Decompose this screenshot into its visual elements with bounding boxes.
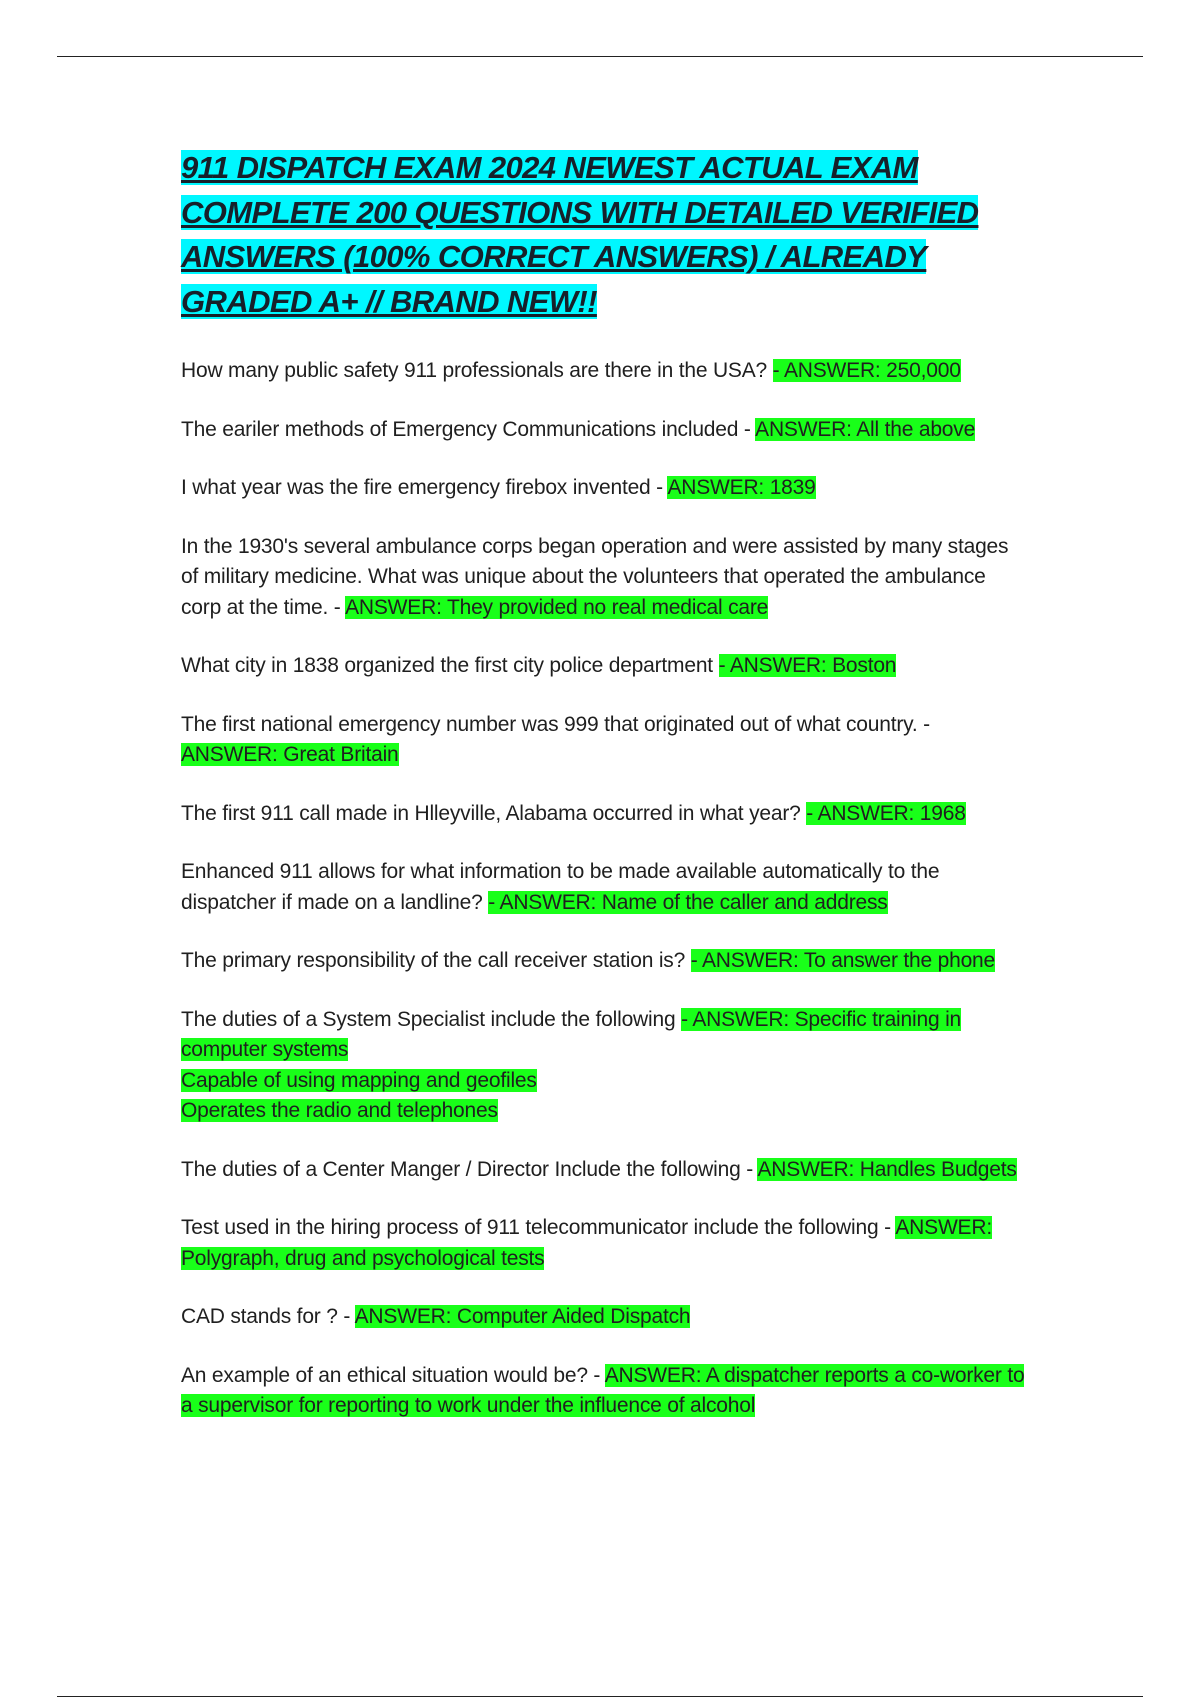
question-text: An example of an ethical situation would be? - xyxy=(181,1363,601,1387)
answer-text: - ANSWER: Boston xyxy=(718,654,897,677)
question-text: I what year was the fire emergency firebox invented - xyxy=(181,476,663,499)
answer-text: - ANSWER: To answer the phone xyxy=(690,949,996,972)
answer-text: - ANSWER: 1968 xyxy=(806,801,966,825)
qa-item xyxy=(181,1302,1026,1333)
qa-item xyxy=(181,710,1026,771)
qa-item xyxy=(181,356,1026,387)
question-text: The duties of a Center Manger / Director Include the following - xyxy=(181,1157,753,1181)
qa-item xyxy=(181,1361,1026,1422)
qa-item xyxy=(181,799,1026,830)
answer-text: ANSWER: Polygraph, drug and psychological tests xyxy=(181,1216,992,1270)
question-text: The duties of a System Specialist include the following xyxy=(181,1007,676,1031)
answer-text: ANSWER: A dispatcher reports a co-worker to a supervisor for reporting to work under the influence of alcohol xyxy=(181,1363,1025,1417)
page-top-rule xyxy=(57,56,1143,57)
answer-text: ANSWER: Computer Aided Dispatch xyxy=(354,1305,691,1328)
question-text: The first national emergency number was 999 that originated out of what country. - xyxy=(181,712,930,736)
page-bottom-rule xyxy=(57,1696,1143,1697)
question-text: The first 911 call made in Hlleyville, Alabama occurred in what year? xyxy=(181,801,801,825)
qa-item xyxy=(181,473,1026,504)
question-answer-list xyxy=(181,356,1026,1422)
answer-text: ANSWER: 1839 xyxy=(667,476,816,499)
answer-extra-line: Operates the radio and telephones xyxy=(181,1099,498,1122)
qa-item xyxy=(181,532,1026,624)
document-title xyxy=(181,146,1026,324)
question-text: In the 1930's several ambulance corps began operation and were assisted by many stages of military medicine. What was unique about the volunteers that operated the ambulance corp at the time. - xyxy=(181,534,1009,619)
question-text: The eariler methods of Emergency Communications included - xyxy=(181,417,751,441)
question-text: CAD stands for ? - xyxy=(181,1305,351,1328)
answer-text: - ANSWER: Name of the caller and address xyxy=(488,890,888,914)
answer-text: - ANSWER: Specific training in computer systems xyxy=(181,1007,962,1061)
answer-text: ANSWER: All the above xyxy=(755,417,976,441)
question-text: The primary responsibility of the call receiver station is? xyxy=(181,949,686,972)
qa-item xyxy=(181,415,1026,446)
document-body xyxy=(181,146,1026,1450)
answer-text: ANSWER: Handles Budgets xyxy=(757,1157,1017,1181)
qa-item xyxy=(181,1155,1026,1186)
answer-text: - ANSWER: 250,000 xyxy=(772,359,961,382)
question-text: How many public safety 911 professionals are there in the USA? xyxy=(181,359,768,382)
question-text: Test used in the hiring process of 911 telecommunicator include the following - xyxy=(181,1216,891,1239)
qa-item xyxy=(181,651,1026,682)
qa-item xyxy=(181,1005,1026,1127)
document-title-text: 911 DISPATCH EXAM 2024 NEWEST ACTUAL EXAM COMPLETE 200 QUESTIONS WITH DETAILED VERIFIED ANSWERS (100% CORRECT ANSWERS) / ALREADY GRADED A+ // BRAND NEW!! xyxy=(181,150,979,319)
answer-text: ANSWER: Great Britain xyxy=(181,743,399,766)
question-text: What city in 1838 organized the first city police department xyxy=(181,654,713,677)
answer-extra-line: Capable of using mapping and geofiles xyxy=(181,1068,537,1092)
qa-item xyxy=(181,1213,1026,1274)
qa-item xyxy=(181,857,1026,918)
qa-item xyxy=(181,946,1026,977)
question-text: Enhanced 911 allows for what information to be made available automatically to the dispatcher if made on a landline? xyxy=(181,860,940,914)
answer-text: ANSWER: They provided no real medical care xyxy=(345,595,769,619)
